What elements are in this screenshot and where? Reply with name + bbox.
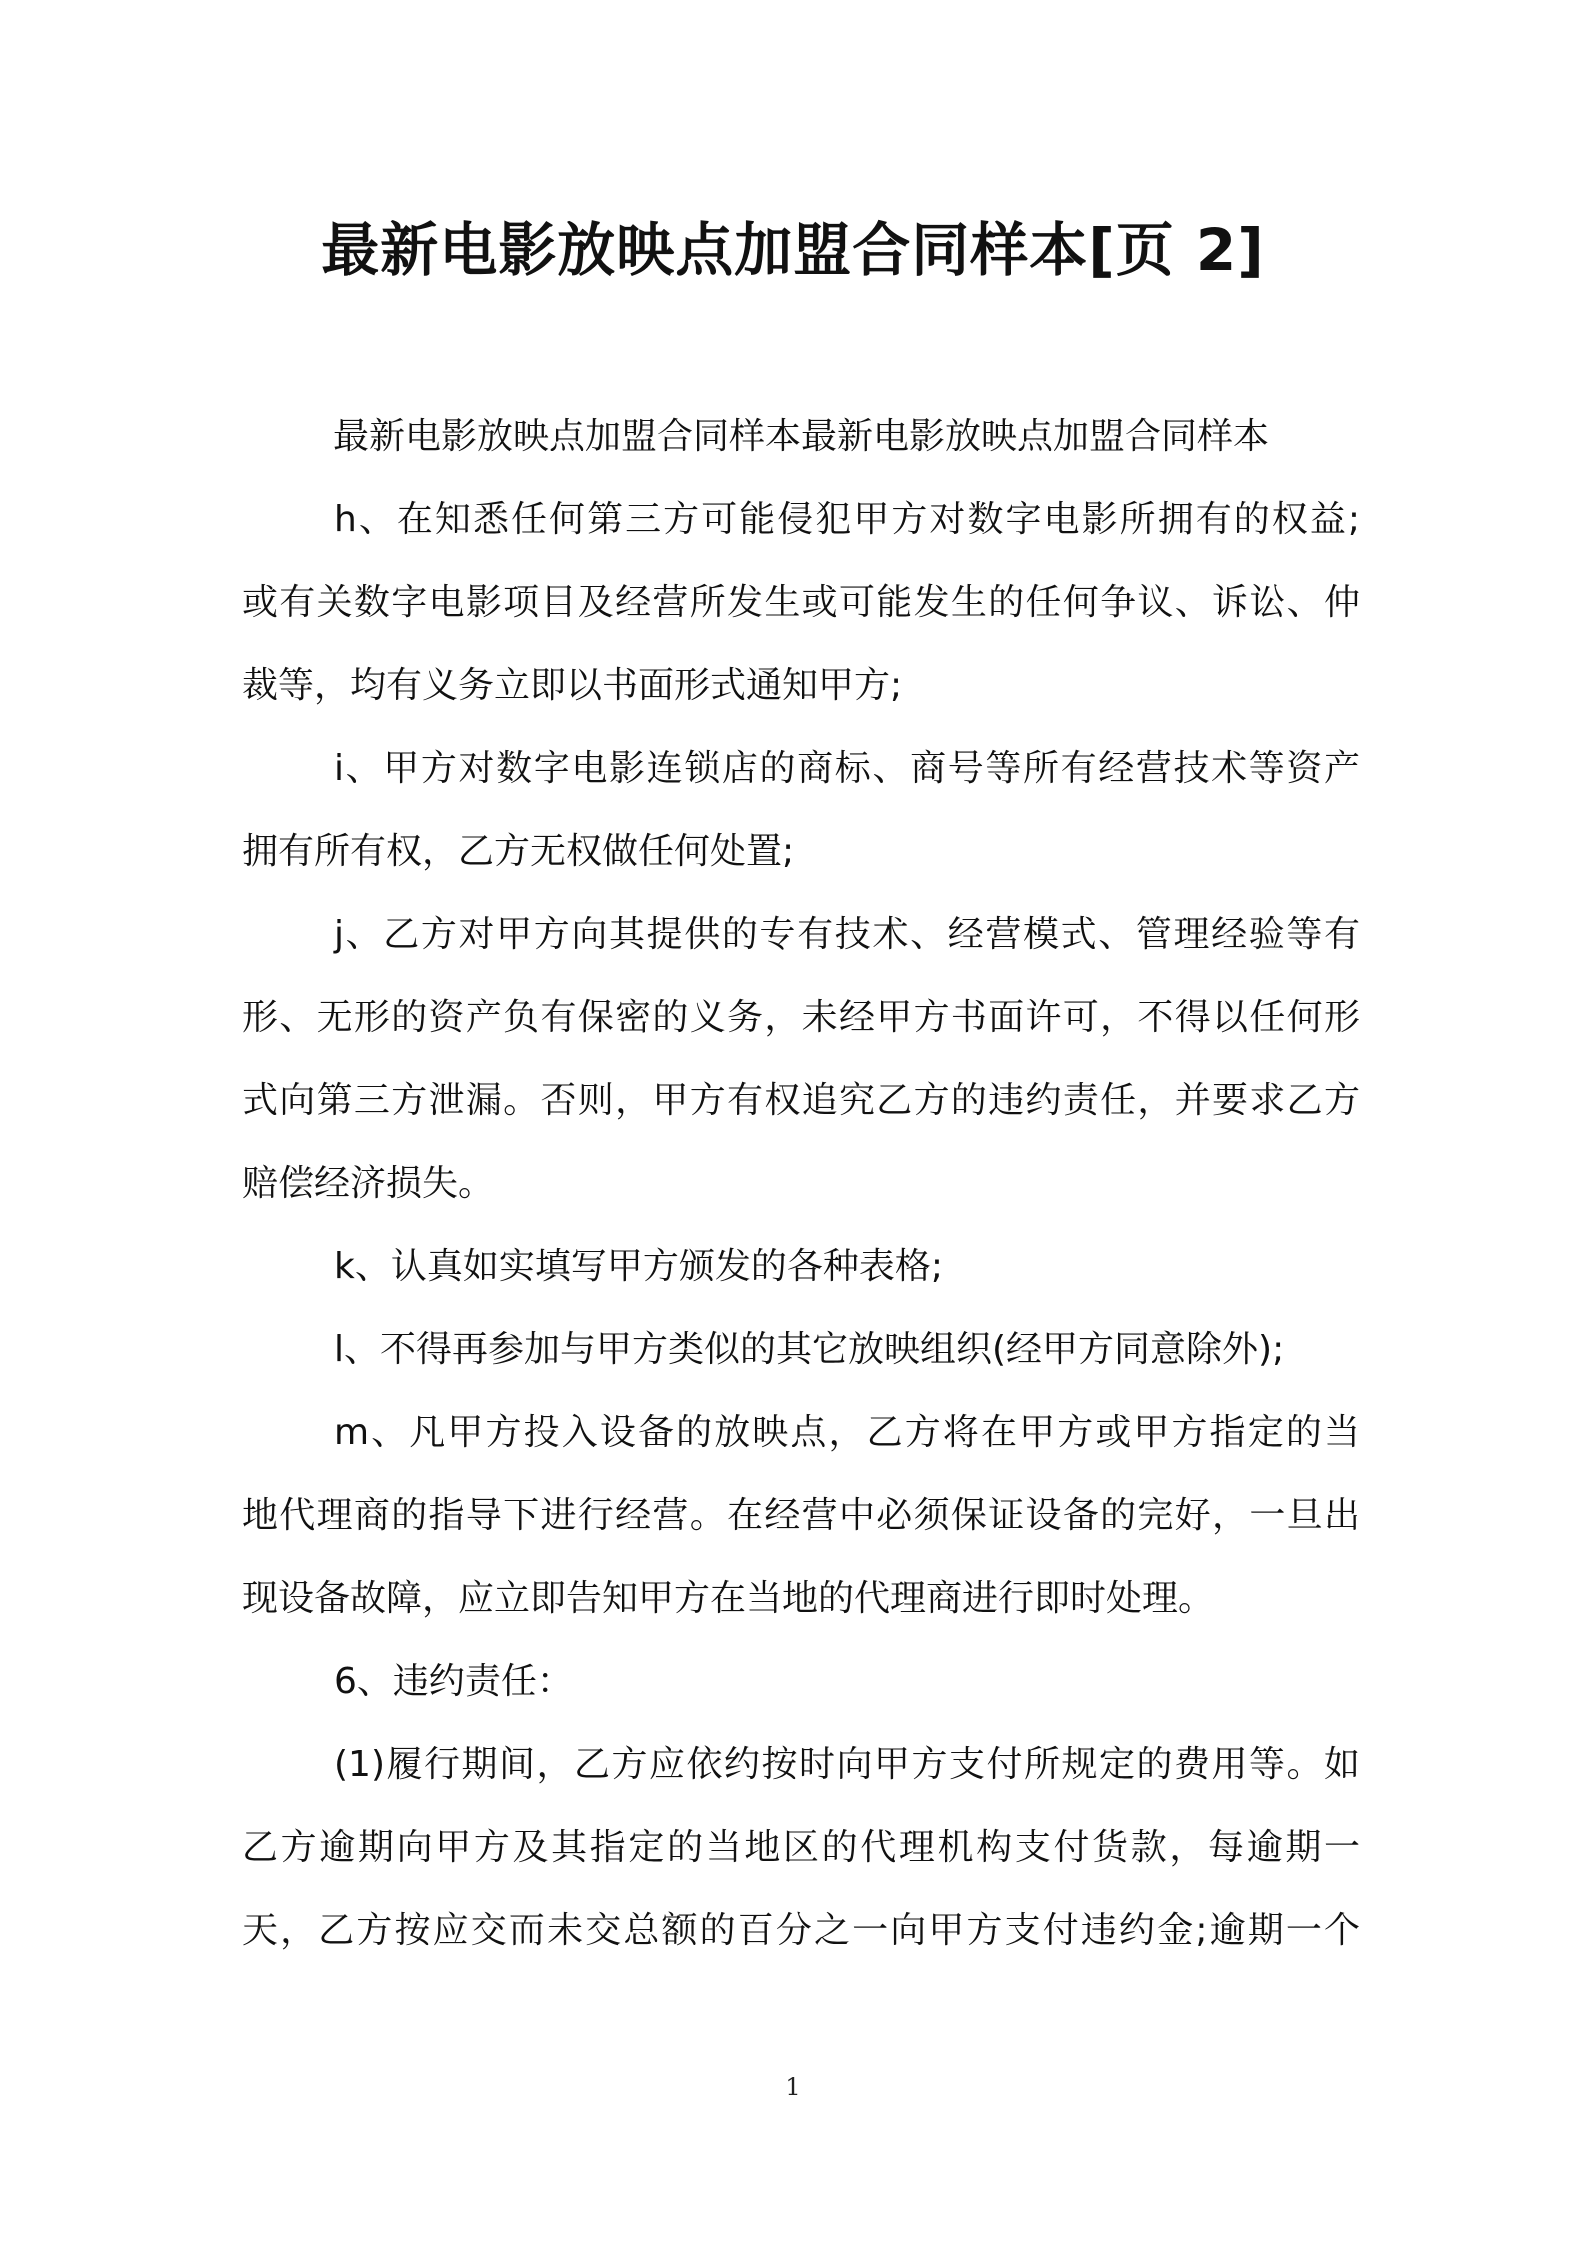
paragraph-i-line-2: 拥有所有权，乙方无权做任何处置; (242, 831, 795, 872)
document-body (242, 395, 1360, 1972)
paragraph-m-line-2: 地代理商的指导下进行经营。在经营中必须保证设备的完好，一旦出 (242, 1495, 1360, 1536)
paragraph-m-line-1: m、凡甲方投入设备的放映点，乙方将在甲方或甲方指定的当 (334, 1412, 1360, 1453)
paragraph-h-line-3: 裁等，均有义务立即以书面形式通知甲方; (242, 665, 903, 706)
paragraph-6-1-line-1: (1)履行期间，乙方应依约按时向甲方支付所规定的费用等。如 (334, 1744, 1360, 1785)
paragraph-k-line-1: k、认真如实填写甲方颁发的各种表格; (334, 1246, 943, 1287)
document-title: 最新电影放映点加盟合同样本[页 2] (321, 216, 1265, 284)
page-number: 1 (785, 2073, 801, 2101)
subtitle-line: 最新电影放映点加盟合同样本最新电影放映点加盟合同样本 (332, 416, 1269, 457)
paragraph-6-1-line-2: 乙方逾期向甲方及其指定的当地区的代理机构支付货款，每逾期一 (242, 1827, 1360, 1868)
paragraph-j-line-3: 式向第三方泄漏。否则，甲方有权追究乙方的违约责任，并要求乙方 (242, 1080, 1360, 1121)
paragraph-j-line-4: 赔偿经济损失。 (242, 1163, 495, 1204)
paragraph-m-line-3: 现设备故障，应立即告知甲方在当地的代理商进行即时处理。 (242, 1578, 1215, 1619)
section-6-heading: 6、违约责任： (334, 1661, 573, 1702)
paragraph-i-line-1: i、甲方对数字电影连锁店的商标、商号等所有经营技术等资产 (334, 748, 1360, 789)
paragraph-h-line-2: 或有关数字电影项目及经营所发生或可能发生的任何争议、诉讼、仲 (242, 582, 1360, 623)
paragraph-6-1-line-3: 天，乙方按应交而未交总额的百分之一向甲方支付违约金;逾期一个 (242, 1910, 1360, 1951)
paragraph-l-line-1: l、不得再参加与甲方类似的其它放映组织(经甲方同意除外); (334, 1329, 1285, 1370)
paragraph-h-line-1: h、在知悉任何第三方可能侵犯甲方对数字电影所拥有的权益; (334, 499, 1360, 540)
paragraph-j-line-2: 形、无形的资产负有保密的义务，未经甲方书面许可，不得以任何形 (242, 997, 1360, 1038)
paragraph-j-line-1: j、乙方对甲方向其提供的专有技术、经营模式、管理经验等有 (334, 914, 1360, 955)
